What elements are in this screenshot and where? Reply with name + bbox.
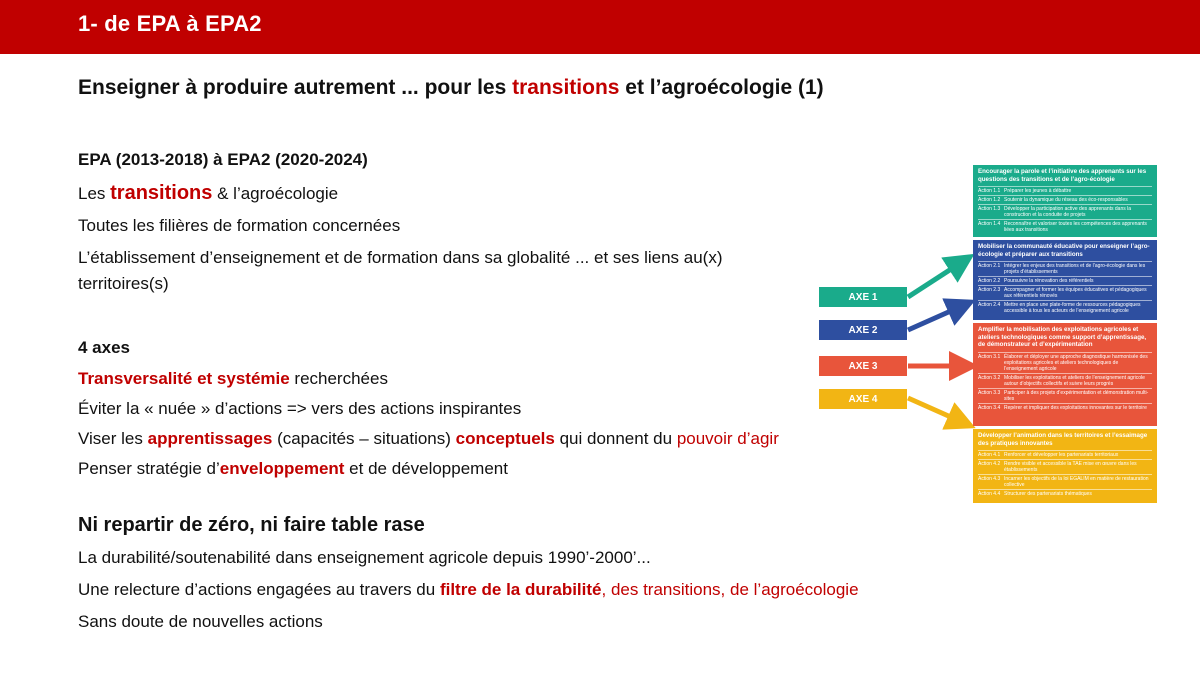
arrow-axe-4	[908, 398, 962, 422]
section-epa	[78, 150, 722, 294]
arrow-axe-2	[908, 306, 962, 330]
action-text: Intégrer les enjeux des transitions et de l’agro-écologie dans les projets d’établissements	[1004, 263, 1146, 275]
action-number: Action 4.2	[978, 461, 1001, 467]
section-epa-line-transitions	[78, 183, 722, 204]
text-segment: qui donnent du	[554, 429, 677, 448]
action-text: Préparer les jeunes à débattre	[1004, 188, 1072, 194]
axe-3-box	[973, 323, 1157, 426]
action-number: Action 2.3	[978, 287, 1001, 293]
axe-3-label	[819, 356, 907, 376]
axe-3-label-text: AXE 3	[848, 360, 878, 372]
action-number: Action 3.4	[978, 404, 1001, 411]
section-repartir-line-durabilite: La durabilité/soutenabilité dans enseignement agricole depuis 1990’-2000’...	[78, 548, 651, 567]
header-title: 1- de EPA à EPA2	[78, 11, 262, 36]
arrow-axe-1	[908, 262, 962, 297]
action-row	[978, 450, 1152, 459]
action-row	[978, 195, 1152, 204]
axe-2-label	[819, 320, 907, 340]
text-segment: et de développement	[344, 459, 508, 478]
action-number: Action 4.1	[978, 452, 1001, 458]
slide-title	[78, 76, 824, 100]
action-row	[978, 261, 1152, 276]
action-text: Rendre visible et accessible la TAE mise en œuvre dans les établissements	[1004, 461, 1137, 473]
action-text: Élaborer et déployer une approche diagnostique harmonisée des exploitations agricoles et ateliers technologiques de l’enseignement agricole	[1004, 353, 1148, 372]
slide-title-part2: et l’agroécologie (1)	[619, 76, 824, 99]
axe-1-actions	[978, 186, 1152, 234]
text-segment: & l’agroécologie	[212, 184, 339, 203]
action-text: Développer la participation active des apprenants dans la construction et la conduite de projets	[1004, 206, 1132, 218]
action-number: Action 3.1	[978, 353, 1001, 360]
action-text: Mettre en place une plate-forme de ressources pédagogiques accessible à tous les acteurs de l’enseignement agricole	[1004, 302, 1141, 314]
action-row	[978, 474, 1152, 489]
section-epa-line-etablissement: L’établissement d’enseignement et de formation dans sa globalité ... et ses liens au(x)	[78, 248, 723, 267]
action-number: Action 1.3	[978, 206, 1001, 212]
axe-1-box	[973, 165, 1157, 237]
action-text: Structurer des partenariats thématiques	[1004, 491, 1092, 497]
action-row	[978, 285, 1152, 300]
axe-4-label	[819, 389, 907, 409]
highlight-transitions-agroecologie: , des transitions, de l’agroécologie	[601, 580, 859, 599]
axe-4-label-text: AXE 4	[848, 393, 878, 405]
highlight-conceptuels: conceptuels	[455, 429, 555, 448]
section-axes-line-apprentissages	[78, 429, 779, 449]
axe-2-box	[973, 240, 1157, 320]
action-row	[978, 489, 1152, 498]
action-number: Action 1.2	[978, 197, 1001, 203]
section-axes	[78, 338, 779, 479]
action-text: Repérer et impliquer des exploitations innovantes sur le territoire	[1004, 404, 1147, 411]
axe-3-box-title: Amplifier la mobilisation des exploitations agricoles et ateliers technologiques comme support d’apprentissage, de démonstrateur et d’expérimentation	[978, 326, 1147, 348]
section-axes-line-enveloppement	[78, 459, 779, 479]
action-row	[978, 459, 1152, 474]
section-repartir-line-relecture	[78, 580, 859, 600]
text-segment: Viser les	[78, 429, 148, 448]
action-text: Renforcer et développer les partenariats territoriaux	[1004, 452, 1119, 458]
highlight-pouvoir-agir: pouvoir d’agir	[676, 429, 779, 448]
action-number: Action 4.4	[978, 491, 1001, 497]
axe-1-label-text: AXE 1	[848, 291, 878, 303]
action-number: Action 1.1	[978, 188, 1001, 194]
axe-3-actions	[978, 352, 1152, 412]
slide-title-part1: Enseigner à produire autrement ... pour les	[78, 76, 513, 99]
action-number: Action 2.1	[978, 263, 1001, 269]
axe-2-box-title: Mobiliser la communauté éducative pour enseigner l’agro-écologie et préparer aux transitions	[978, 243, 1150, 258]
action-text: Soutenir la dynamique du réseau des éco-responsables	[1004, 197, 1128, 203]
text-segment: Penser stratégie d’	[78, 459, 220, 478]
action-text: Mobiliser les exploitations et ateliers de l’enseignement agricole autour d’objectifs collectifs et suivre leurs progrès	[1004, 374, 1145, 387]
action-number: Action 3.3	[978, 389, 1001, 396]
action-row	[978, 204, 1152, 219]
section-repartir-line-nouvelles: Sans doute de nouvelles actions	[78, 612, 323, 631]
action-number: Action 2.4	[978, 302, 1001, 308]
text-segment: Une relecture d’actions engagées au travers du	[78, 580, 440, 599]
action-row	[978, 403, 1152, 412]
axe-1-label	[819, 287, 907, 307]
section-epa-line-filieres: Toutes les filières de formation concernées	[78, 216, 401, 235]
axe-1-box-title: Encourager la parole et l’initiative des apprenants sur les questions des transitions et de l’agro-écologie	[978, 168, 1147, 183]
highlight-transversalite: Transversalité et systémie	[78, 369, 290, 388]
action-row	[978, 388, 1152, 403]
action-number: Action 2.2	[978, 278, 1001, 284]
axe-4-box-title: Développer l’animation dans les territoires et l’essaimage des pratiques innovantes	[978, 432, 1148, 447]
slide-title-highlight: transitions	[512, 76, 620, 99]
section-epa-line-territoires: territoires(s)	[78, 274, 169, 293]
highlight-transitions: transitions	[110, 182, 213, 204]
action-number: Action 4.3	[978, 476, 1001, 482]
action-text: Incarner les objectifs de la loi EGALIM en matière de restauration collective	[1004, 476, 1149, 488]
section-axes-line-transversalite	[78, 369, 779, 389]
highlight-enveloppement: enveloppement	[219, 459, 345, 478]
action-number: Action 3.2	[978, 374, 1001, 381]
header-bar	[0, 0, 1200, 54]
action-text: Reconnaître et valoriser toutes les compétences des apprenants liées aux transitions	[1004, 221, 1147, 233]
highlight-apprentissages: apprentissages	[147, 429, 273, 448]
action-row	[978, 219, 1152, 234]
action-row	[978, 373, 1152, 388]
action-row	[978, 352, 1152, 373]
action-row	[978, 300, 1152, 315]
text-segment: (capacités – situations)	[272, 429, 456, 448]
action-row	[978, 276, 1152, 285]
action-row	[978, 186, 1152, 195]
action-number: Action 1.4	[978, 221, 1001, 227]
axe-4-box	[973, 429, 1157, 503]
section-repartir-heading: Ni repartir de zéro, ni faire table rase	[78, 514, 425, 536]
axe-2-label-text: AXE 2	[848, 324, 878, 336]
section-repartir	[78, 515, 859, 632]
highlight-filtre: filtre de la durabilité	[439, 580, 602, 599]
action-text: Accompagner et former les équipes éducatives et pédagogiques aux référentiels rénovés	[1004, 287, 1147, 299]
action-text: Poursuivre la rénovation des référentiels	[1004, 278, 1094, 284]
text-segment: recherchées	[289, 369, 388, 388]
section-axes-heading: 4 axes	[78, 338, 130, 357]
axe-4-actions	[978, 450, 1152, 498]
text-segment: Les	[78, 184, 111, 203]
action-text: Participer à des projets d’expérimentation et démonstration multi-sites	[1004, 389, 1149, 402]
axe-2-actions	[978, 261, 1152, 315]
section-epa-heading: EPA (2013-2018) à EPA2 (2020-2024)	[78, 150, 368, 169]
section-axes-line-nuee: Éviter la « nuée » d’actions => vers des actions inspirantes	[78, 399, 522, 418]
